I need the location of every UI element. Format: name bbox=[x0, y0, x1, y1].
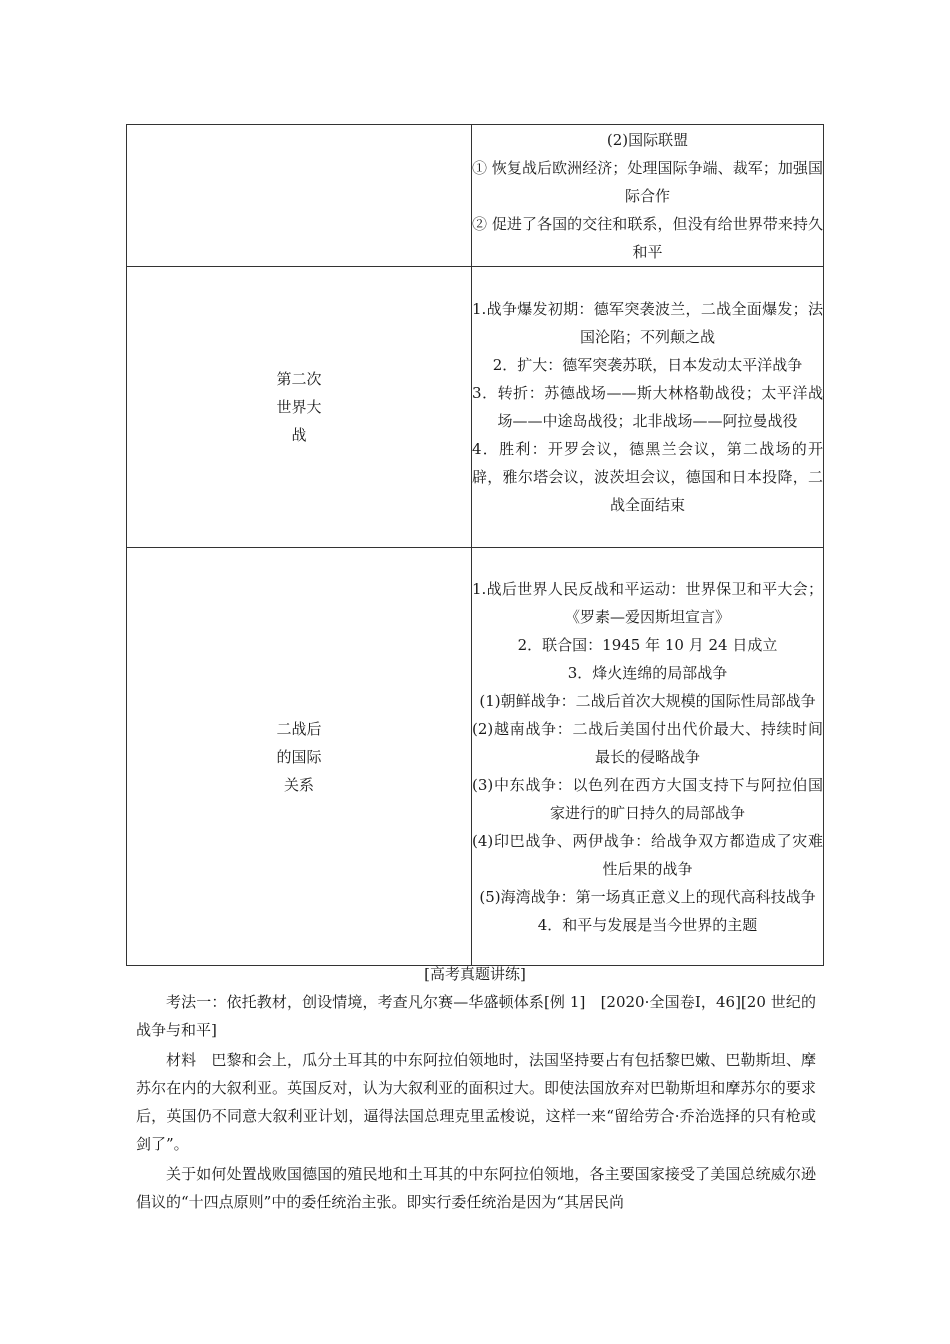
topic-line: 第二次 bbox=[276, 370, 322, 388]
content-line: (3)中东战争：以色列在西方大国支持下与阿拉伯国家进行的旷日持久的局部战争 bbox=[472, 775, 823, 822]
content-cell bbox=[472, 267, 824, 548]
content-line: (5)海湾战争：第一场真正意义上的现代高科技战争 bbox=[479, 887, 816, 906]
table-row bbox=[127, 125, 824, 267]
knowledge-outline-table bbox=[126, 124, 824, 966]
content-line: (2)国际联盟 bbox=[606, 130, 689, 149]
content-line: 3．转折：苏德战场——斯大林格勒战役；太平洋战场——中途岛战役；北非战场——阿拉曼战役 bbox=[472, 384, 823, 430]
content-line: 3．烽火连绵的局部战争 bbox=[567, 663, 728, 682]
content-line: 2．扩大：德军突袭苏联，日本发动太平洋战争 bbox=[492, 356, 803, 374]
table-row bbox=[127, 267, 824, 548]
content-line: ① 恢复战后欧洲经济；处理国际争端、裁军；加强国际合作 bbox=[472, 158, 823, 205]
content-line: 2．联合国：1945 年 10 月 24 日成立 bbox=[517, 635, 778, 654]
content-line: (1)朝鲜战争：二战后首次大规模的国际性局部战争 bbox=[479, 691, 816, 710]
content-line: (2)越南战争：二战后美国付出代价最大、持续时间最长的侵略战争 bbox=[472, 719, 823, 766]
content-line: 4．和平与发展是当今世界的主题 bbox=[537, 915, 758, 934]
material-paragraph: 材料 巴黎和会上，瓜分土耳其的中东阿拉伯领地时，法国坚持要占有包括黎巴嫩、巴勒斯坦、摩苏尔在内的大叙利亚。英国反对，认为大叙利亚的面积过大。即使法国放弃对巴勒斯坦和摩苏尔的要求后，英国仍不同意大叙利亚计划，逼得法国总理克里孟梭说，这样一来“留给劳合·乔治选择的只有枪或剑了”。 bbox=[136, 1051, 816, 1153]
table-row bbox=[127, 548, 824, 966]
content-line: 1.战后世界人民反战和平运动：世界保卫和平大会；《罗素—爱因斯坦宣言》 bbox=[472, 579, 823, 626]
topic-line: 二战后 bbox=[276, 719, 322, 738]
exam-method-paragraph: 考法一：依托教材，创设情境，考查凡尔赛—华盛顿体系[例 1] [2020·全国卷Ⅰ，46][20 世纪的战争与和平] bbox=[136, 993, 816, 1039]
topic-cell bbox=[127, 125, 472, 267]
content-line: 4．胜利：开罗会议，德黑兰会议，第二战场的开辟，雅尔塔会议，波茨坦会议，德国和日本投降，二战全面结束 bbox=[472, 440, 823, 514]
body-paragraph: 关于如何处置战败国德国的殖民地和土耳其的中东阿拉伯领地，各主要国家接受了美国总统威尔逊倡议的“十四点原则”中的委任统治主张。即实行委任统治是因为“其居民尚 bbox=[136, 1165, 816, 1211]
section-title: [高考真题讲练] bbox=[424, 965, 526, 983]
topic-line: 关系 bbox=[283, 775, 314, 794]
content-cell bbox=[472, 548, 824, 966]
content-line: (4)印巴战争、两伊战争：给战争双方都造成了灾难性后果的战争 bbox=[472, 831, 823, 878]
topic-cell bbox=[127, 548, 472, 966]
topic-line: 世界大 bbox=[276, 398, 322, 416]
content-cell bbox=[472, 125, 824, 267]
content-line: ② 促进了各国的交往和联系，但没有给世界带来持久和平 bbox=[472, 214, 823, 261]
topic-line: 战 bbox=[291, 426, 307, 444]
content-line: 1.战争爆发初期：德军突袭波兰，二战全面爆发；法国沦陷；不列颠之战 bbox=[472, 300, 823, 346]
topic-cell bbox=[127, 267, 472, 548]
topic-line: 的国际 bbox=[276, 747, 322, 766]
